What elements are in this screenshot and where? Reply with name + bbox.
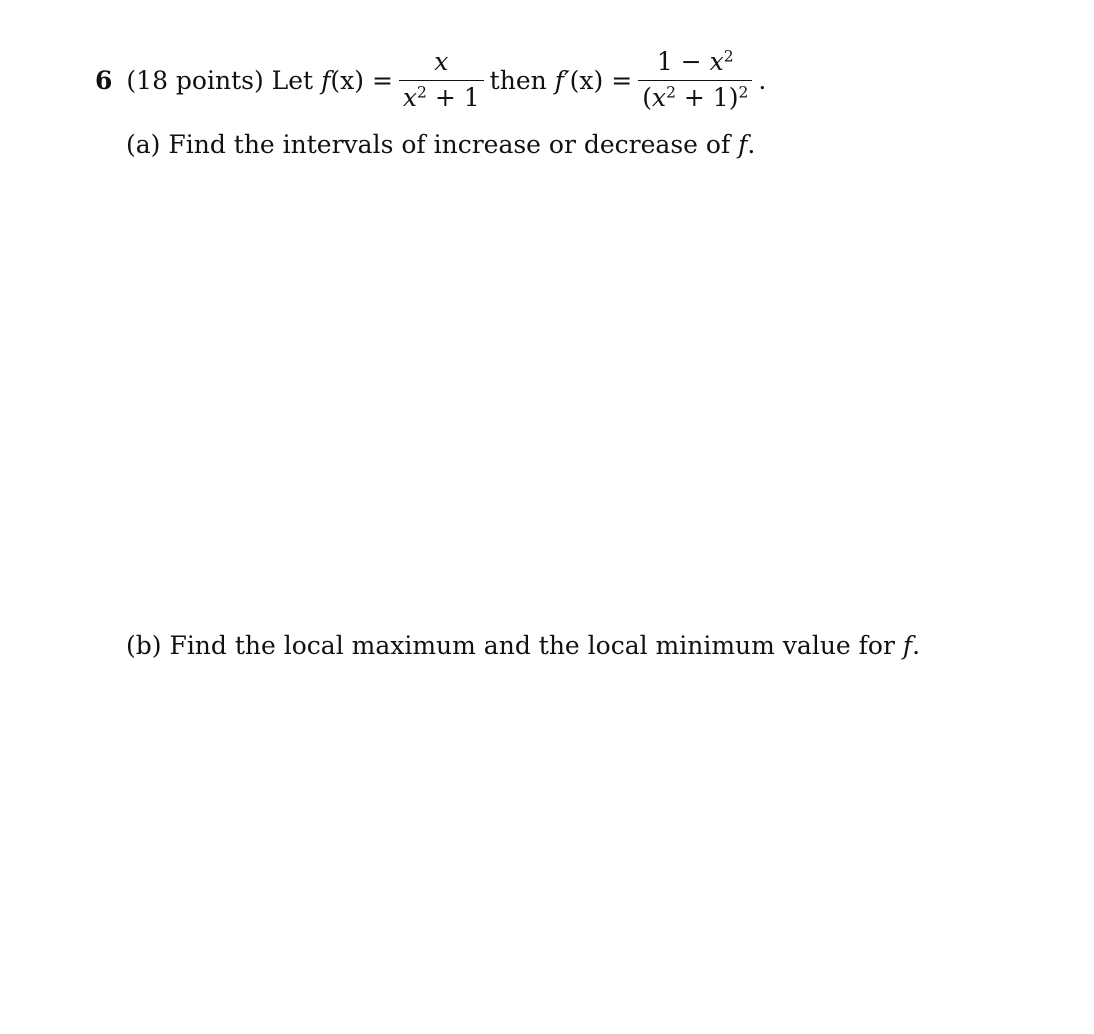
derivative-fraction	[638, 48, 752, 113]
function-arg: (x)	[330, 65, 364, 95]
part-b-answer-space[interactable]	[126, 676, 1026, 1016]
derivative-name: f′	[554, 65, 570, 95]
function-name: f	[321, 65, 331, 95]
part-b-text: Find the local maximum and the local minimum value for	[169, 631, 895, 660]
part-a-label: (a)	[126, 130, 161, 159]
points-label: (18 points) Let	[126, 65, 314, 95]
equals-sign: =	[611, 65, 633, 95]
derivative-denominator: $(x^2 + 1)^2$	[642, 82, 749, 112]
then-word: then	[489, 65, 547, 95]
part-a: (a) Find the intervals of increase or decrease of f.	[126, 130, 756, 159]
problem-number: 6	[95, 65, 113, 95]
period: .	[758, 65, 767, 95]
derivative-numerator: $1 - x^2$	[656, 46, 734, 76]
part-a-answer-space[interactable]	[126, 175, 1026, 615]
derivative-arg: (x)	[569, 65, 604, 95]
function-fraction	[399, 48, 484, 113]
part-a-var: f	[738, 130, 748, 159]
problem-statement	[95, 40, 766, 120]
function-numerator: x	[434, 46, 449, 76]
function-denominator: $x^2 + 1$	[402, 82, 480, 112]
part-b-label: (b)	[126, 631, 162, 660]
part-b-var: f	[902, 631, 913, 660]
part-a-text: Find the intervals of increase or decrease of	[168, 130, 731, 159]
part-b: (b) Find the local maximum and the local minimum value for f.	[126, 631, 921, 660]
equals-sign: =	[371, 65, 393, 95]
